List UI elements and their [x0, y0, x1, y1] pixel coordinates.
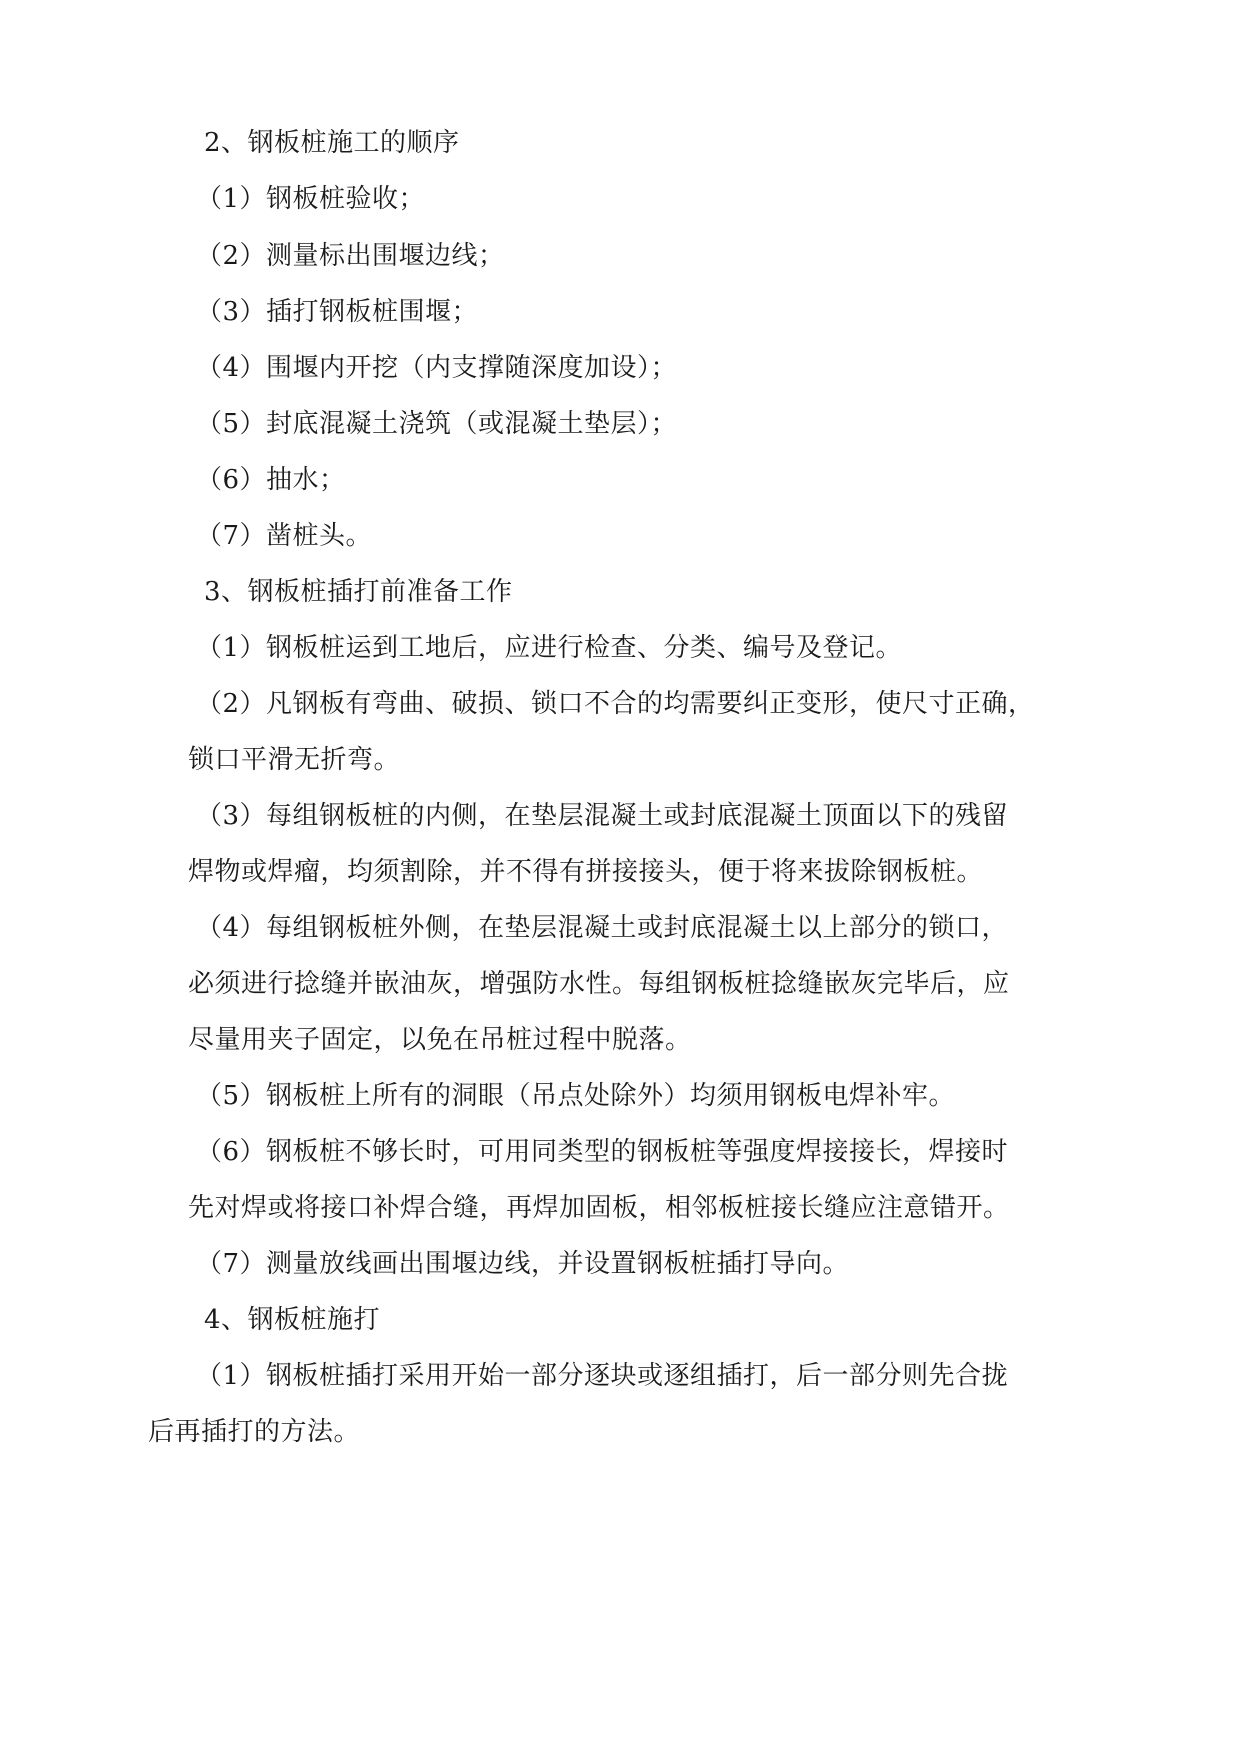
- section-heading-2: 2、钢板桩施工的顺序: [204, 128, 460, 158]
- paragraph-line: 尽量用夹子固定，以免在吊桩过程中脱落。: [188, 1025, 692, 1055]
- list-item: （1）钢板桩验收；: [196, 184, 426, 214]
- list-item: （4）围堰内开挖（内支撑随深度加设）；: [196, 353, 678, 383]
- section-heading-3: 3、钢板桩插打前准备工作: [204, 577, 513, 607]
- list-item: （6）抽水；: [196, 465, 346, 495]
- paragraph-line: 后再插打的方法。: [148, 1417, 361, 1447]
- section-heading-4: 4、钢板桩施打: [204, 1305, 381, 1335]
- paragraph-line: （7）测量放线画出围堰边线，并设置钢板桩插打导向。: [196, 1249, 850, 1279]
- paragraph-line: （4）每组钢板桩外侧，在垫层混凝土或封底混凝土以上部分的锁口，: [196, 913, 1009, 943]
- paragraph-line: 先对焊或将接口补焊合缝，再焊加固板，相邻板桩接长缝应注意错开。: [188, 1193, 1010, 1223]
- paragraph-line: 焊物或焊瘤，均须割除，并不得有拼接接头，便于将来拔除钢板桩。: [188, 857, 984, 887]
- list-item: （7）凿桩头。: [196, 521, 373, 551]
- paragraph-line: 必须进行捻缝并嵌油灰，增强防水性。每组钢板桩捻缝嵌灰完毕后，应: [188, 969, 1010, 999]
- paragraph-line: （5）钢板桩上所有的洞眼（吊点处除外）均须用钢板电焊补牢。: [196, 1081, 956, 1111]
- list-item: （5）封底混凝土浇筑（或混凝土垫层）；: [196, 409, 678, 439]
- paragraph-line: （3）每组钢板桩的内侧，在垫层混凝土或封底混凝土顶面以下的残留: [196, 801, 1009, 831]
- paragraph-line: （6）钢板桩不够长时，可用同类型的钢板桩等强度焊接接长，焊接时: [196, 1137, 1009, 1167]
- paragraph-line: 锁口平滑无折弯。: [188, 745, 401, 775]
- list-item: （3）插打钢板桩围堰；: [196, 297, 479, 327]
- list-item: （2）测量标出围堰边线；: [196, 241, 505, 271]
- paragraph-line: （2）凡钢板有弯曲、破损、锁口不合的均需要纠正变形，使尺寸正确，: [196, 689, 1035, 719]
- paragraph-line: （1）钢板桩运到工地后，应进行检查、分类、编号及登记。: [196, 633, 903, 663]
- paragraph-line: （1）钢板桩插打采用开始一部分逐块或逐组插打，后一部分则先合拢: [196, 1361, 1009, 1391]
